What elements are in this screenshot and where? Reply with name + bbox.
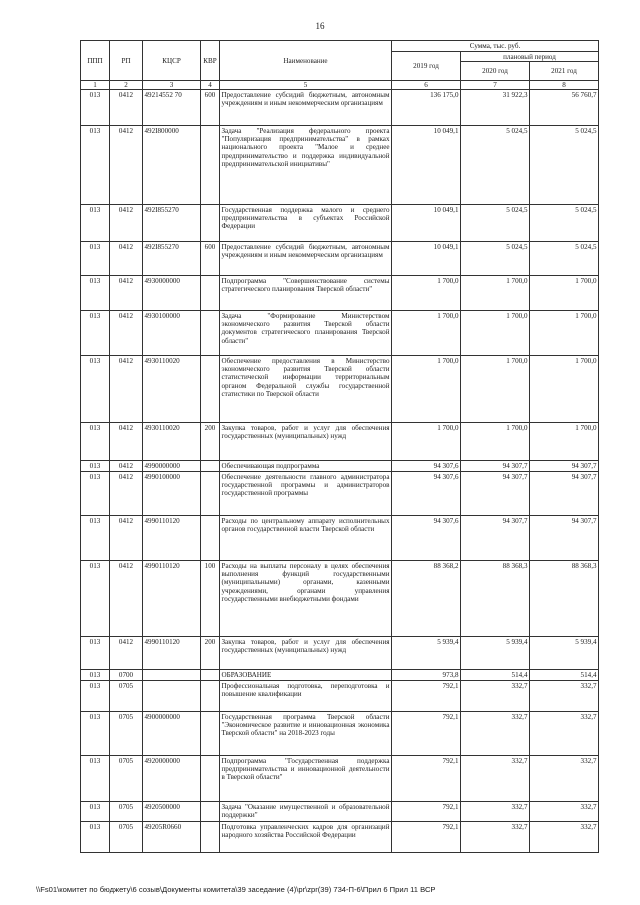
cell-rp: 0412: [110, 461, 143, 472]
cell-kvr: 600: [201, 90, 220, 126]
table-row: [81, 311, 599, 356]
cell-name: Закупка товаров, работ и услуг для обеспечения государственных (муниципальных) нужд: [220, 423, 392, 461]
cell-rp: 0705: [110, 802, 143, 822]
cell-amount-2019: 1 700,0: [392, 276, 461, 311]
cell-amount-2021: 1 700,0: [530, 311, 599, 356]
cell-amount-2019: 1 700,0: [392, 423, 461, 461]
cell-name: ОБРАЗОВАНИЕ: [220, 670, 392, 681]
cell-kcsr: 4990000000: [143, 461, 201, 472]
cell-amount-2019: 88 368,2: [392, 561, 461, 637]
cell-kcsr: 49205R0660: [143, 822, 201, 853]
cell-kcsr: 492I855270: [143, 242, 201, 276]
cell-ppp: 013: [81, 822, 110, 853]
cell-ppp: 013: [81, 756, 110, 802]
cell-name: Профессиональная подготовка, переподготовка и повышение квалификации: [220, 681, 392, 712]
cell-amount-2019: 792,1: [392, 681, 461, 712]
cell-name: Подпрограмма "Государственная поддержка предпринимательства и инновационной деятельности в Тверской области": [220, 756, 392, 802]
cell-kvr: [201, 712, 220, 756]
cell-amount-2019: 5 939,4: [392, 637, 461, 670]
cell-amount-2019: 1 700,0: [392, 311, 461, 356]
cell-kvr: [201, 205, 220, 242]
cell-ppp: 013: [81, 242, 110, 276]
cell-rp: 0412: [110, 242, 143, 276]
cell-amount-2020: 94 307,7: [461, 461, 530, 472]
cell-amount-2021: 332,7: [530, 822, 599, 853]
column-number: 1: [81, 81, 110, 90]
cell-kvr: [201, 126, 220, 205]
cell-name: Подпрограмма "Совершенствование системы стратегического планирования Тверской области": [220, 276, 392, 311]
cell-amount-2020: 5 024,5: [461, 242, 530, 276]
cell-kvr: 200: [201, 423, 220, 461]
cell-amount-2020: 94 307,7: [461, 472, 530, 516]
cell-kvr: [201, 461, 220, 472]
cell-name: Государственная программа Тверской области "Экономическое развитие и инновационная экономика Тверской области" на 2018-2023 годы: [220, 712, 392, 756]
cell-amount-2021: 332,7: [530, 802, 599, 822]
cell-ppp: 013: [81, 712, 110, 756]
cell-kcsr: 4920000000: [143, 756, 201, 802]
cell-kcsr: 4990110120: [143, 516, 201, 561]
cell-amount-2021: 56 760,7: [530, 90, 599, 126]
cell-amount-2019: 973,8: [392, 670, 461, 681]
cell-kvr: [201, 276, 220, 311]
cell-amount-2020: 332,7: [461, 802, 530, 822]
cell-amount-2021: 332,7: [530, 681, 599, 712]
cell-amount-2020: 332,7: [461, 756, 530, 802]
column-number: 7: [461, 81, 530, 90]
cell-amount-2021: 1 700,0: [530, 356, 599, 423]
cell-ppp: 013: [81, 423, 110, 461]
cell-ppp: 013: [81, 90, 110, 126]
cell-amount-2021: 332,7: [530, 712, 599, 756]
cell-amount-2019: 792,1: [392, 802, 461, 822]
cell-amount-2021: 514,4: [530, 670, 599, 681]
table-row: [81, 561, 599, 637]
cell-name: Государственная поддержка малого и среднего предпринимательства в субъектах Российской Федерации: [220, 205, 392, 242]
header-planned-period: плановый период: [461, 52, 599, 62]
column-number: 5: [220, 81, 392, 90]
cell-amount-2019: 10 049,1: [392, 242, 461, 276]
cell-name: Задача "Формирование Министерством экономического развития Тверской области документов стратегического планирования Тверской области": [220, 311, 392, 356]
table-row: [81, 205, 599, 242]
cell-kvr: [201, 311, 220, 356]
cell-amount-2021: 5 024,5: [530, 242, 599, 276]
cell-amount-2020: 5 024,5: [461, 126, 530, 205]
cell-name: Расходы на выплаты персоналу в целях обеспечения выполнения функций государственными (муниципальными) органами, казенными учреждениями, органами управления государственными внебюджетными фондами: [220, 561, 392, 637]
cell-amount-2020: 332,7: [461, 822, 530, 853]
cell-name: Предоставление субсидий бюджетным, автономным учреждениям и иным некоммерческим организациям: [220, 242, 392, 276]
header-rp: РП: [110, 41, 143, 81]
cell-kcsr: [143, 681, 201, 712]
cell-kvr: [201, 681, 220, 712]
cell-rp: 0412: [110, 126, 143, 205]
cell-kcsr: 492I855270: [143, 205, 201, 242]
cell-rp: 0412: [110, 561, 143, 637]
cell-ppp: 013: [81, 681, 110, 712]
table-row: [81, 802, 599, 822]
cell-name: Задача "Реализация федерального проекта "Популяризация предпринимательства" в рамках национального проекта "Малое и среднее предпринимательство и поддержка индивидуальной предпринимательской инициативы": [220, 126, 392, 205]
header-ppp: ППП: [81, 41, 110, 81]
cell-kcsr: [143, 670, 201, 681]
cell-name: Обеспечивающая подпрограмма: [220, 461, 392, 472]
cell-amount-2021: 1 700,0: [530, 423, 599, 461]
cell-kvr: [201, 472, 220, 516]
column-number: 4: [201, 81, 220, 90]
table-row: [81, 90, 599, 126]
header-year-2021: 2021 год: [530, 62, 599, 81]
cell-name: Задача "Оказание имущественной и образовательной поддержки": [220, 802, 392, 822]
cell-kvr: [201, 670, 220, 681]
footer-file-path: \\Fs01\комитет по бюджету\6 созыв\Документы комитета\39 заседание (4)\pr\zpr(39) 734-П-6\Прил 6 Прил 11 ВСР: [36, 885, 436, 894]
cell-kvr: [201, 756, 220, 802]
cell-rp: 0412: [110, 276, 143, 311]
cell-amount-2019: 94 307,6: [392, 516, 461, 561]
cell-ppp: 013: [81, 637, 110, 670]
cell-amount-2019: 94 307,6: [392, 472, 461, 516]
table-row: [81, 472, 599, 516]
cell-name: Предоставление субсидий бюджетным, автономным учреждениям и иным некоммерческим организациям: [220, 90, 392, 126]
cell-amount-2021: 94 307,7: [530, 472, 599, 516]
cell-name: Обеспечение деятельности главного администратора государственной программы и администраторов государственной программы: [220, 472, 392, 516]
column-number: 8: [530, 81, 599, 90]
cell-kcsr: 4920500000: [143, 802, 201, 822]
table-row: [81, 670, 599, 681]
header-name: Наименование: [220, 41, 392, 81]
cell-amount-2020: 88 368,3: [461, 561, 530, 637]
table-row: [81, 681, 599, 712]
cell-amount-2020: 94 307,7: [461, 516, 530, 561]
cell-kcsr: 4930110020: [143, 423, 201, 461]
cell-amount-2019: 1 700,0: [392, 356, 461, 423]
cell-amount-2020: 5 024,5: [461, 205, 530, 242]
cell-ppp: 013: [81, 516, 110, 561]
cell-ppp: 013: [81, 472, 110, 516]
table-row: [81, 423, 599, 461]
cell-ppp: 013: [81, 802, 110, 822]
cell-ppp: 013: [81, 670, 110, 681]
cell-kcsr: 4930100000: [143, 311, 201, 356]
cell-rp: 0412: [110, 472, 143, 516]
cell-amount-2021: 94 307,7: [530, 461, 599, 472]
cell-rp: 0412: [110, 423, 143, 461]
header-sum-title: Сумма, тыс. руб.: [392, 41, 599, 52]
cell-kvr: 100: [201, 561, 220, 637]
cell-amount-2019: 792,1: [392, 756, 461, 802]
cell-amount-2020: 514,4: [461, 670, 530, 681]
table-row: [81, 756, 599, 802]
table-body: [81, 90, 599, 853]
table-row: [81, 712, 599, 756]
header-kvr: КВР: [201, 41, 220, 81]
budget-table: [80, 40, 599, 853]
column-number: 2: [110, 81, 143, 90]
cell-rp: 0700: [110, 670, 143, 681]
cell-amount-2021: 5 939,4: [530, 637, 599, 670]
cell-amount-2020: 5 939,4: [461, 637, 530, 670]
cell-ppp: 013: [81, 311, 110, 356]
cell-rp: 0412: [110, 516, 143, 561]
cell-amount-2021: 88 368,3: [530, 561, 599, 637]
cell-kvr: [201, 802, 220, 822]
cell-kcsr: 4930110020: [143, 356, 201, 423]
cell-amount-2021: 1 700,0: [530, 276, 599, 311]
cell-rp: 0412: [110, 356, 143, 423]
page-number: 16: [315, 21, 325, 31]
table-row: [81, 126, 599, 205]
header-kcsr: КЦСР: [143, 41, 201, 81]
cell-kcsr: 4990110120: [143, 561, 201, 637]
cell-ppp: 013: [81, 356, 110, 423]
table-row: [81, 276, 599, 311]
column-number-row: [81, 81, 599, 90]
cell-name: Закупка товаров, работ и услуг для обеспечения государственных (муниципальных) нужд: [220, 637, 392, 670]
cell-kcsr: 492I800000: [143, 126, 201, 205]
cell-rp: 0705: [110, 756, 143, 802]
cell-amount-2020: 1 700,0: [461, 356, 530, 423]
cell-amount-2020: 1 700,0: [461, 423, 530, 461]
cell-rp: 0412: [110, 637, 143, 670]
cell-amount-2021: 94 307,7: [530, 516, 599, 561]
cell-rp: 0412: [110, 205, 143, 242]
cell-amount-2020: 332,7: [461, 712, 530, 756]
cell-kcsr: 49214552 70: [143, 90, 201, 126]
cell-name: Подготовка управленческих кадров для организаций народного хозяйства Российской Федерации: [220, 822, 392, 853]
cell-rp: 0705: [110, 681, 143, 712]
cell-rp: 0705: [110, 712, 143, 756]
cell-amount-2019: 136 175,0: [392, 90, 461, 126]
cell-amount-2019: 10 049,1: [392, 126, 461, 205]
cell-ppp: 013: [81, 461, 110, 472]
table-row: [81, 516, 599, 561]
cell-amount-2019: 792,1: [392, 712, 461, 756]
cell-amount-2020: 1 700,0: [461, 276, 530, 311]
table-row: [81, 242, 599, 276]
cell-amount-2021: 5 024,5: [530, 126, 599, 205]
table-row: [81, 461, 599, 472]
cell-name: Расходы по центральному аппарату исполнительных органов государственной власти Тверской области: [220, 516, 392, 561]
header-year-2020: 2020 год: [461, 62, 530, 81]
cell-ppp: 013: [81, 205, 110, 242]
column-number: 3: [143, 81, 201, 90]
cell-kvr: [201, 822, 220, 853]
cell-kvr: [201, 356, 220, 423]
cell-rp: 0412: [110, 311, 143, 356]
cell-rp: 0705: [110, 822, 143, 853]
cell-kcsr: 4990110120: [143, 637, 201, 670]
cell-amount-2020: 332,7: [461, 681, 530, 712]
cell-kcsr: 4990100000: [143, 472, 201, 516]
cell-kvr: [201, 516, 220, 561]
table-row: [81, 822, 599, 853]
cell-amount-2021: 5 024,5: [530, 205, 599, 242]
cell-amount-2021: 332,7: [530, 756, 599, 802]
cell-kvr: 600: [201, 242, 220, 276]
cell-name: Обеспечение предоставления в Министерство экономического развития Тверской области статистической информации территориальным органом Федеральной службы государственной статистики по Тверской области: [220, 356, 392, 423]
cell-amount-2020: 1 700,0: [461, 311, 530, 356]
cell-amount-2019: 94 307,6: [392, 461, 461, 472]
cell-amount-2019: 10 049,1: [392, 205, 461, 242]
cell-kcsr: 4900000000: [143, 712, 201, 756]
cell-amount-2020: 31 922,3: [461, 90, 530, 126]
table-row: [81, 637, 599, 670]
cell-ppp: 013: [81, 126, 110, 205]
cell-kvr: 200: [201, 637, 220, 670]
cell-ppp: 013: [81, 561, 110, 637]
table-row: [81, 356, 599, 423]
cell-kcsr: 4930000000: [143, 276, 201, 311]
cell-rp: 0412: [110, 90, 143, 126]
cell-amount-2019: 792,1: [392, 822, 461, 853]
column-number: 6: [392, 81, 461, 90]
header-year-2019: 2019 год: [392, 52, 461, 81]
cell-ppp: 013: [81, 276, 110, 311]
